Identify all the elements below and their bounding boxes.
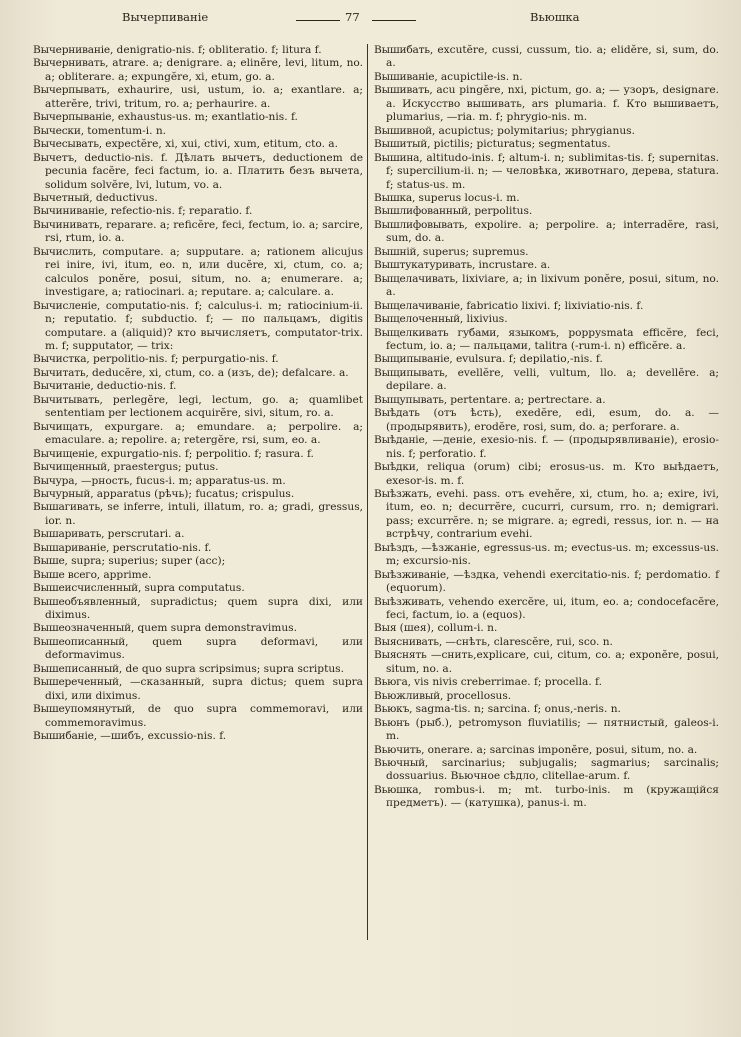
dictionary-entry (374, 407, 719, 434)
entry-headword: Выяснивать, (374, 635, 443, 648)
entry-headword: Вычитать, (33, 366, 89, 379)
entry-definition: atrare. a; denigrare. a; elinĕre, levi, litum, no. a; obliterare. a; expungĕre, xi, etum, go. a. (45, 57, 363, 83)
entry-headword: Вычиниванiе, (33, 205, 108, 218)
entry-definition: incrustare. a. (475, 259, 551, 272)
entry-headword: Выѣзживать, (374, 595, 445, 608)
entry-headword: Вычищенный, (33, 461, 111, 474)
dictionary-entry (374, 488, 719, 542)
entry-headword: Выѣдки, (374, 461, 419, 474)
entry-headword: Вышеобъявленный, (33, 595, 141, 608)
dictionary-entry (374, 44, 719, 71)
dictionary-entry (374, 219, 719, 246)
dictionary-entry (33, 622, 363, 635)
dictionary-entry (374, 744, 719, 757)
entry-definition: vehendo exercĕre, ui, itum, eo. a; condocefacĕre, feci, factum, io. a (equos). (386, 595, 719, 622)
entry-definition: expurgare. a; emundare. a; perpolire. a; emaculare. a; repolire. a; retergĕre, rsi, sum, eo. a. (45, 420, 363, 447)
dictionary-entry (33, 353, 363, 366)
entry-definition: —шибъ, excussio-nis. f. (96, 730, 227, 743)
entry-definition: —снить,explicare, cui, citum, co. a; exponĕre, posui, situm, no. a. (386, 649, 719, 675)
dictionary-entry (33, 461, 363, 474)
entry-definition: expectĕre, xi, xui, ctivi, xum, etitum, cto. a. (101, 138, 338, 151)
entry-definition: superus; supremus. (419, 245, 529, 258)
entry-headword: Вышлифовывать, (374, 218, 468, 231)
entry-definition: apparatus (рѣчь); fucatus; crispulus. (93, 487, 295, 500)
dictionary-entry (33, 380, 363, 393)
dictionary-entry (33, 111, 363, 124)
dictionary-entry (374, 622, 719, 635)
entry-headword: Выяснять (374, 649, 427, 662)
entry-definition: lixivius. (463, 313, 508, 326)
dictionary-entry (374, 757, 719, 784)
dictionary-entry (33, 676, 363, 703)
entry-headword: Выщелкивать губами, языкомъ, (374, 326, 560, 339)
entry-headword: Вычетный, (33, 191, 93, 204)
dictionary-entry (374, 636, 719, 649)
entry-definition: sagma-tis. n; sarcina. f; onus,-neris. n. (412, 703, 621, 716)
entry-headword: Вышеисчисленный, (33, 582, 142, 595)
entry-definition: evulsura. f; depilatio,-nis. f. (452, 353, 603, 366)
entry-definition: deductio-nis. f. (93, 380, 177, 393)
entry-headword: Вышереченный, (33, 676, 123, 689)
entry-definition: rombus-i. m; mt. turbo-inis. m (кружащійся предметъ). — (катушка), panus-i. m. (386, 783, 719, 810)
dictionary-entry (374, 569, 719, 596)
entry-headword: Выщупывать, (374, 393, 447, 406)
entry-headword: Вышариванiе, (33, 541, 110, 554)
entry-headword: Вьючный, (374, 757, 429, 770)
dictionary-entry (33, 421, 363, 448)
entry-headword: Выщипыванiе, (374, 353, 453, 366)
entry-definition: fabricatio lixivi. f; lixiviatio-nis. f. (463, 299, 644, 312)
entry-definition: deducĕre, xi, ctum, co. a (изъ, de); defalcare. a. (88, 366, 349, 379)
entry-headword: Вычерниванiе, (33, 44, 114, 56)
dictionary-entry (33, 152, 363, 192)
entry-definition: supradictus; quem supra dixi, или diximus. (45, 595, 363, 622)
header-rule-right (372, 20, 416, 21)
entry-headword: Вычислить, (33, 245, 97, 258)
entry-headword: Вышибанiе, (33, 730, 97, 743)
dictionary-entry (33, 44, 363, 57)
dictionary-entry (33, 394, 363, 421)
entry-definition: de quo supra commemoravi, или commemoravimus. (45, 703, 363, 729)
entry-headword: Вычесывать, (33, 138, 102, 151)
dictionary-entry (33, 703, 363, 730)
dictionary-entry (374, 690, 719, 703)
entry-headword: Вьюкъ, (374, 703, 413, 716)
entry-headword: Вышлифованный, (374, 205, 471, 218)
dictionary-entry (33, 582, 363, 595)
entry-definition: exhaurire, usi, ustum, io. a; exantlare. a; atterĕre, trivi, tritum, ro. a; perhaurire. a. (45, 84, 363, 110)
dictionary-entry (33, 596, 363, 623)
dictionary-entry (33, 636, 363, 663)
entry-definition: expurgatio-nis. f; perpolitio. f; rasura. f. (97, 447, 314, 460)
entry-headword: Вышеописанный, (33, 635, 129, 648)
entry-definition: evehi. pass. отъ evehĕre, xi, ctum, ho. a; exire, ivi, itum, eo. n; decurrĕre, cucurri, cursum, rro. n; demigrari. pass; excurrĕre. n; se migrare. a; egredi, ressus, ior. n. — на встрѣчу, contrarium evehi. (386, 487, 719, 541)
entry-definition: perpolitio-nis. f; perpurgatio-nis. f. (89, 353, 279, 366)
entry-definition: se inferre, intuli, illatum, ro. a; gradi, gressus, ior. n. (45, 501, 363, 527)
entry-headword: Вычурный, (33, 487, 94, 500)
entry-definition: praestergus; putus. (110, 461, 219, 474)
entry-definition: pertentare. a; pertrectare. a. (446, 393, 606, 406)
entry-headword: Вьюшка, (374, 783, 422, 796)
dictionary-entry (374, 152, 719, 192)
entry-headword: Вышибать, (374, 44, 434, 56)
entry-headword: Вышній, (374, 245, 420, 258)
entry-definition: —сказанный, supra dictus; quem supra dixi, или diximus. (45, 676, 363, 702)
entry-headword: Выѣзжать, (374, 487, 432, 500)
entry-headword: Вышагивать, (33, 501, 104, 514)
dictionary-entry (374, 649, 719, 676)
dictionary-entry (33, 528, 363, 541)
dictionary-entry (374, 313, 719, 326)
entry-headword: Вычура, (33, 474, 78, 487)
entry-definition: —ѣздка, vehendi exercitatio-nis. f; perdomatio. f (equorum). (386, 568, 719, 595)
dictionary-entry (374, 71, 719, 84)
entry-definition: perscrutatio-nis. f. (109, 541, 212, 554)
entry-definition: perscrutari. a. (104, 528, 185, 541)
entry-headword: Вышиванiе, (374, 70, 438, 83)
entry-definition: quem supra demonstravimus. (134, 622, 297, 635)
entry-definition: quem supra deformavi, или deformavimus. (45, 635, 363, 662)
dictionary-entry (33, 125, 363, 138)
entry-definition: excutĕre, cussi, cussum, tio. a; elidĕre, si, sum, do. a. (386, 44, 719, 70)
entry-definition: acupictus; polymitarius; phrygianus. (435, 124, 635, 137)
entry-definition: refectio-nis. f; reparatio. f. (107, 205, 253, 218)
running-head-left: Вычерпиванiе (122, 10, 209, 24)
entry-headword: Выше всего, (33, 568, 100, 581)
entry-definition: deductio-nis. f. Дѣлать вычетъ, deductionem de pecunia facĕre, feci factum, io. a. Платить безъ вычета, solidum solvĕre, lvi, lutum, vo. a. (45, 151, 363, 191)
header-rule-left (296, 20, 340, 21)
dictionary-entry (374, 138, 719, 151)
entry-headword: Вьюга, (374, 676, 411, 689)
entry-definition: poppysmata efficĕre, feci, fectum, io. a; — пальцами, talitra (-rum-i. n) efficĕre. a. (386, 326, 719, 352)
entry-definition: exhaustus-us. m; exantlatio-nis. f. (114, 111, 298, 124)
entry-definition: lixiviare, a; in lixivum ponĕre, posui, situm, no. a. (386, 272, 719, 299)
dictionary-entry (374, 596, 719, 623)
entry-headword: Выѣданiе, (374, 434, 428, 447)
dictionary-entry (33, 501, 363, 528)
entry-definition: (рыб.), petromyson fluviatilis; — пятнистый, galeos-i. m. (386, 716, 719, 743)
entry-headword: Вышивать, (374, 84, 433, 97)
entry-headword: Вьюнъ (374, 716, 410, 729)
entry-headword: Вышина, (374, 151, 423, 164)
dictionary-entry (374, 353, 719, 366)
entry-definition: procellosus. (443, 689, 512, 702)
dictionary-entry (374, 125, 719, 138)
dictionary-entry (33, 300, 363, 354)
entry-headword: Вычищенiе, (33, 447, 98, 460)
dictionary-entry (374, 784, 719, 811)
entry-headword: Вычитывать, (33, 393, 103, 406)
dictionary-entry (374, 461, 719, 488)
dictionary-entry (33, 205, 363, 218)
entry-definition: pictilis; picturatus; segmentatus. (430, 138, 611, 151)
entry-definition: sarcinarius; subjugalis; sagmarius; sarcinalis; dossuarius. Вьючное сѣдло, clitellae-arum. f. (386, 757, 719, 783)
entry-definition: supra; superius; super (acc); (67, 555, 226, 568)
dictionary-entry (374, 300, 719, 313)
entry-headword: Вычисленiе, (33, 299, 101, 312)
entry-definition: reliqua (orum) cibi; erosus-us. m. Кто выѣдаетъ, exesor-is. m. f. (386, 461, 719, 487)
entry-definition: superus locus-i. m. (415, 191, 520, 204)
entry-headword: Вычерпывать, (33, 84, 110, 97)
entry-headword: Выщелачивать, (374, 272, 459, 285)
entry-definition: supra computatus. (141, 582, 245, 595)
dictionary-entry (374, 246, 719, 259)
dictionary-entry (33, 219, 363, 246)
entry-headword: Вычищать, (33, 420, 93, 433)
entry-headword: Вышивной, (374, 124, 436, 137)
entry-headword: Вычитанiе, (33, 380, 94, 393)
entry-headword: Выщелоченный, (374, 313, 464, 326)
entry-definition: onerare. a; sarcinas imponĕre, posui, situm, no. a. (424, 743, 698, 756)
dictionary-entry (33, 663, 363, 676)
entry-definition: —ѣзжанiе, egressus-us. m; evectus-us. m; excessus-us. m; excursio-nis. (386, 541, 719, 568)
dictionary-entry (33, 138, 363, 151)
entry-headword: Вьюжливый, (374, 689, 444, 702)
running-head-right: Вьюшка (530, 10, 580, 24)
dictionary-entry (374, 394, 719, 407)
entry-definition: expolire. a; perpolire. a; interradĕre, rasi, sum, do. a. (386, 218, 719, 245)
entry-definition: computatio-nis. f; calculus-i. m; ratiocinium-ii. n; reputatio. f; subductio. f; — по пальцамъ, digitis computare. a (aliquid)? кто вычисляетъ, computator-trix. m. f; supputator, — trix: (45, 299, 363, 352)
entry-definition: perpolitus. (471, 205, 533, 218)
entry-headword: Выѣзживанiе, (374, 568, 450, 581)
entry-headword: Вычистка, (33, 353, 90, 366)
entry-headword: Выѣздъ, (374, 541, 418, 554)
entry-headword: Выше, (33, 555, 68, 568)
entry-definition: acu pingĕre, nxi, pictum, go. a; — узоръ, designare. a. Искусство вышивать, ars plumaria. f. Кто вышиваетъ, plumarius, —ria. m. f; phrygio-nis. m. (386, 84, 719, 124)
entry-headword: Вышаривать, (33, 528, 105, 541)
dictionary-entry (374, 273, 719, 300)
dictionary-entry (33, 246, 363, 300)
dictionary-entry (374, 259, 719, 272)
entry-definition: altitudo-inis. f; altum-i. n; sublimitas-tis. f; supernitas. f; supercilium-ii. n; — человѣка, животнаго, дерева, statura. f; status-us. m. (386, 151, 719, 191)
dictionary-entry (33, 367, 363, 380)
dictionary-entry (33, 569, 363, 582)
dictionary-entry (374, 703, 719, 716)
dictionary-entry (33, 730, 363, 743)
entry-headword: Вышеозначенный, (33, 622, 135, 635)
entry-definition: apprime. (99, 568, 152, 581)
entry-definition: —рность, fucus-i. m; apparatus-us. m. (77, 474, 286, 487)
entry-definition: de quo supra scripsimus; supra scriptus. (122, 662, 344, 675)
dictionary-entry (374, 542, 719, 569)
dictionary-entry (33, 84, 363, 111)
entry-headword: Вьючить, (374, 743, 425, 756)
dictionary-entry (374, 205, 719, 218)
entry-definition: —денiе, exesio-nis. f. — (продырявливанiе), erosio-nis. f; perforatio. f. (386, 434, 719, 460)
entry-headword: Вышитый, (374, 138, 431, 151)
dictionary-entry (33, 542, 363, 555)
entry-definition: (шея), collum-i. n. (396, 622, 498, 635)
entry-headword: Выя (374, 622, 397, 635)
entry-headword: Выщелачиванiе, (374, 299, 464, 312)
entry-headword: Выщипывать, (374, 366, 448, 379)
left-column (33, 44, 363, 744)
entry-definition: (отъ ѣсть), exedĕre, edi, esum, do. a. — (продырявить), erodĕre, rosi, sum, do. a; perforare. a. (386, 407, 719, 433)
entry-definition: —снѣть, clarescĕre, rui, sco. n. (442, 635, 613, 648)
right-column (374, 44, 719, 811)
column-divider (367, 44, 368, 940)
dictionary-entry (33, 555, 363, 568)
dictionary-entry (33, 448, 363, 461)
dictionary-entry (374, 327, 719, 354)
entry-definition: vis nivis creberrimae. f; procella. f. (410, 676, 602, 689)
entry-definition: deductivus. (92, 191, 158, 204)
dictionary-entry (374, 676, 719, 689)
dictionary-entry (374, 192, 719, 205)
entry-definition: evellĕre, velli, vultum, llo. a; devellĕre. a; depilare. a. (386, 366, 719, 393)
page-number: 77 (345, 10, 360, 24)
dictionary-entry (374, 367, 719, 394)
entry-headword: Выштукатуривать, (374, 259, 476, 272)
entry-headword: Вычески, (33, 124, 84, 137)
dictionary-entry (374, 84, 719, 124)
dictionary-entry (33, 475, 363, 488)
dictionary-entry (33, 488, 363, 501)
dictionary-entry (374, 717, 719, 744)
entry-definition: computare. a; supputare. a; rationem alicujus rei inire, ivi, itum, eo. n, или ducĕre, xi, ctum, co. a; calculos ponĕre, posui, situm, no. a; enumerare. a; investigare, a; ratiocinari. a; reputare. a; calculare. a. (45, 245, 363, 299)
entry-definition: tomentum-i. n. (83, 124, 167, 137)
dictionary-entry (374, 434, 719, 461)
entry-headword: Вычернивать, (33, 57, 109, 70)
entry-headword: Выѣдать (374, 407, 420, 420)
entry-headword: Вышеписанный, (33, 662, 123, 675)
entry-definition: acupictile-is. n. (437, 70, 523, 83)
entry-definition: reparare. a; reficĕre, feci, fectum, io. a; sarcire, rsi, rtum, io. a. (45, 218, 363, 245)
dictionary-entry (33, 57, 363, 84)
entry-headword: Вычетъ, (33, 151, 78, 164)
dictionary-entry (33, 192, 363, 205)
entry-definition: perlegĕre, legi, lectum, go. a; quamlibet sententiam per lectionem acquirĕre, sivi, situm, ro. a. (45, 393, 363, 420)
entry-definition: denigratio-nis. f; obliteratio. f; litura f. (113, 44, 322, 56)
entry-headword: Вычерпыванiе, (33, 111, 115, 124)
entry-headword: Вышка, (374, 191, 416, 204)
entry-headword: Вышеупомянутый, (33, 703, 135, 716)
entry-headword: Вычинивать, (33, 218, 103, 231)
